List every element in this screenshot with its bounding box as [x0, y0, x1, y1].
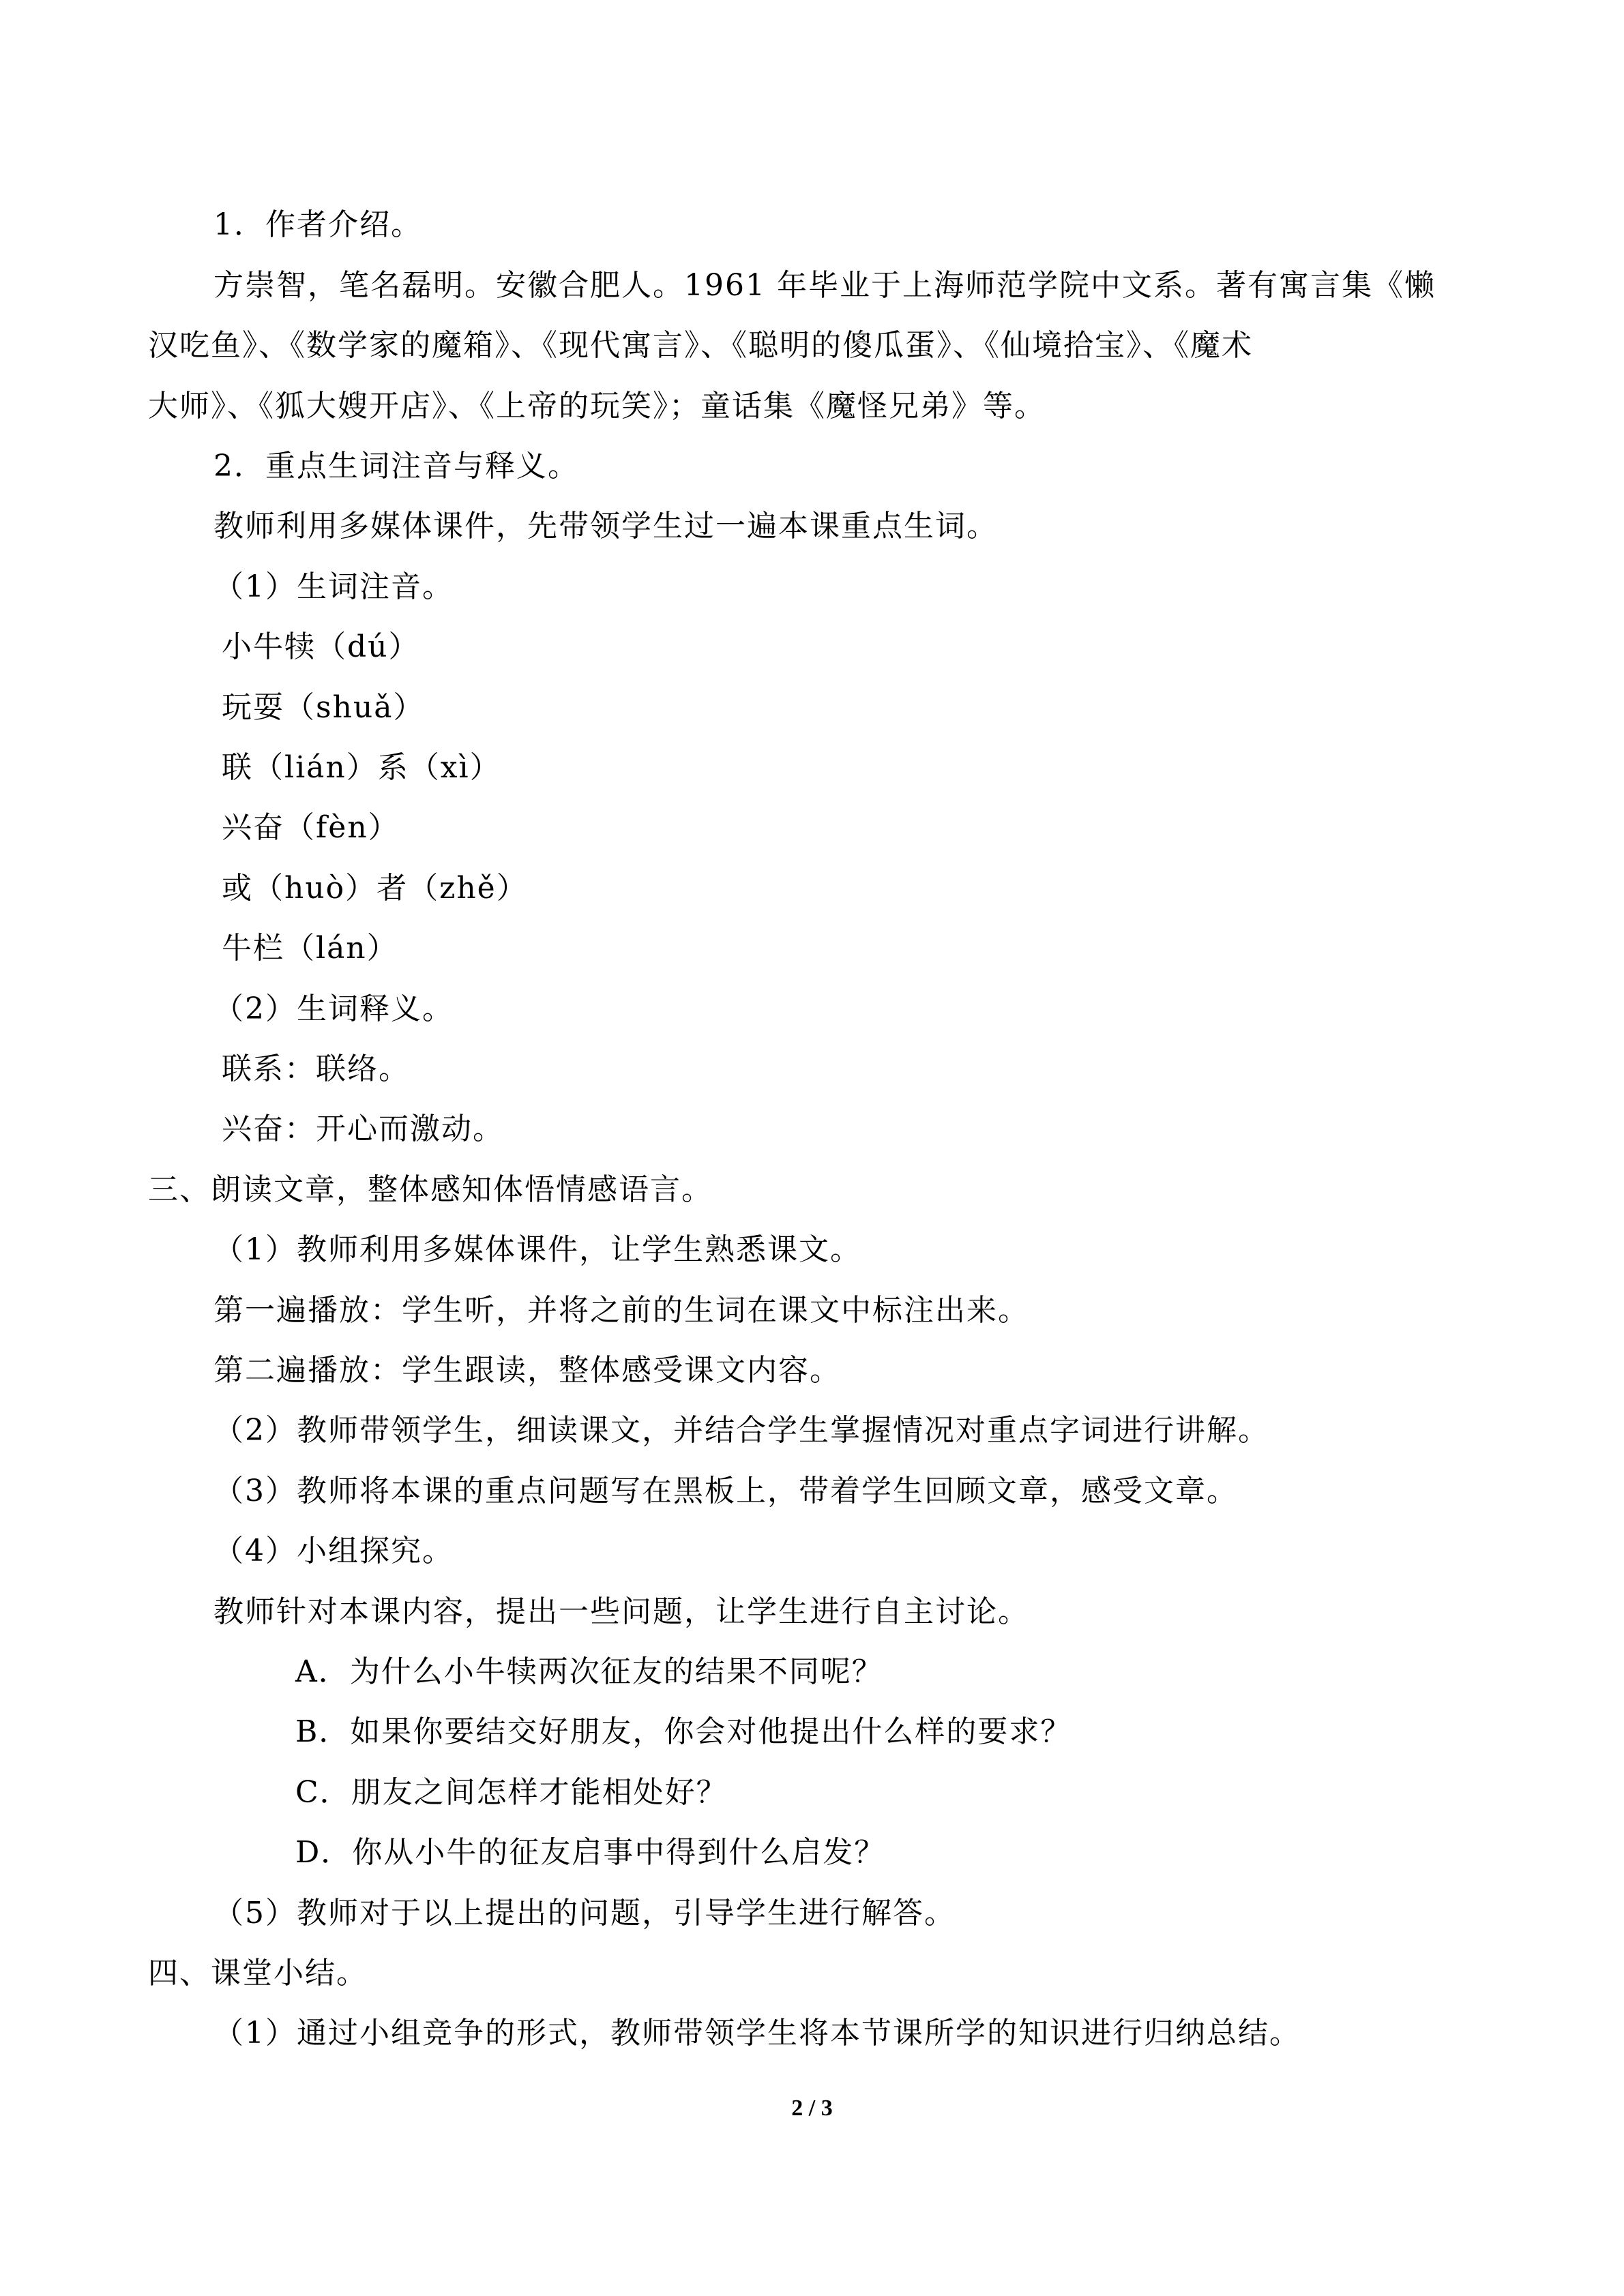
- paragraph-line: 第二遍播放：学生跟读，整体感受课文内容。: [213, 1353, 841, 1388]
- question-item: C．朋友之间怎样才能相处好？: [295, 1775, 728, 1810]
- section-heading-author-intro: 1．作者介绍。: [213, 207, 422, 242]
- paragraph-line: （3）教师将本课的重点问题写在黑板上，带着学生回顾文章，感受文章。: [213, 1474, 1238, 1508]
- question-item: B．如果你要结交好朋友，你会对他提出什么样的要求？: [295, 1714, 1072, 1749]
- paragraph-line: 第一遍播放：学生听，并将之前的生词在课文中标注出来。: [213, 1293, 1029, 1328]
- vocabulary-item: 玩耍（shuǎ）: [222, 690, 425, 725]
- vocabulary-item: 或（huò）者（zhě）: [222, 871, 528, 906]
- paragraph-line: 方崇智，笔名磊明。安徽合肥人。1961 年毕业于上海师范学院中文系。著有寓言集《懒: [213, 268, 1436, 303]
- list-heading: （2）生词释义。: [213, 992, 454, 1026]
- paragraph-line: （4）小组探究。: [213, 1534, 454, 1568]
- vocabulary-item: 联（lián）系（xì）: [222, 750, 501, 785]
- paragraph-line: 教师针对本课内容，提出一些问题，让学生进行自主讨论。: [213, 1594, 1029, 1629]
- paragraph-line: 教师利用多媒体课件，先带领学生过一遍本课重点生词。: [213, 509, 998, 543]
- paragraph-line: 大师》、《狐大嫂开店》、《上帝的玩笑》；童话集《魔怪兄弟》等。: [148, 389, 1046, 423]
- definition-item: 联系：联络。: [222, 1052, 410, 1086]
- paragraph-line: （2）教师带领学生，细读课文，并结合学生掌握情况对重点字词进行讲解。: [213, 1413, 1269, 1448]
- section-heading-summary: 四、课堂小结。: [148, 1956, 368, 1991]
- paragraph-line: （1）通过小组竞争的形式，教师带领学生将本节课所学的知识进行归纳总结。: [213, 2016, 1301, 2051]
- section-heading-vocabulary: 2．重点生词注音与释义。: [213, 449, 579, 483]
- vocabulary-item: 牛栏（lán）: [222, 931, 398, 966]
- vocabulary-item: 兴奋（fèn）: [222, 810, 400, 845]
- question-item: D．你从小牛的征友启事中得到什么启发？: [295, 1835, 886, 1870]
- list-heading: （1）生词注音。: [213, 569, 454, 604]
- paragraph-line: （1）教师利用多媒体课件，让学生熟悉课文。: [213, 1232, 861, 1267]
- page-number: 2 / 3: [791, 2096, 833, 2121]
- vocabulary-item: 小牛犊（dú）: [222, 629, 420, 664]
- section-heading-reading: 三、朗读文章，整体感知体悟情感语言。: [148, 1172, 713, 1207]
- paragraph-line: 汉吃鱼》、《数学家的魔箱》、《现代寓言》、《聪明的傻瓜蛋》、《仙境拾宝》、《魔术: [148, 328, 1253, 363]
- question-item: A．为什么小牛犊两次征友的结果不同呢？: [295, 1654, 883, 1689]
- paragraph-line: （5）教师对于以上提出的问题，引导学生进行解答。: [213, 1896, 956, 1930]
- definition-item: 兴奋：开心而激动。: [222, 1112, 504, 1146]
